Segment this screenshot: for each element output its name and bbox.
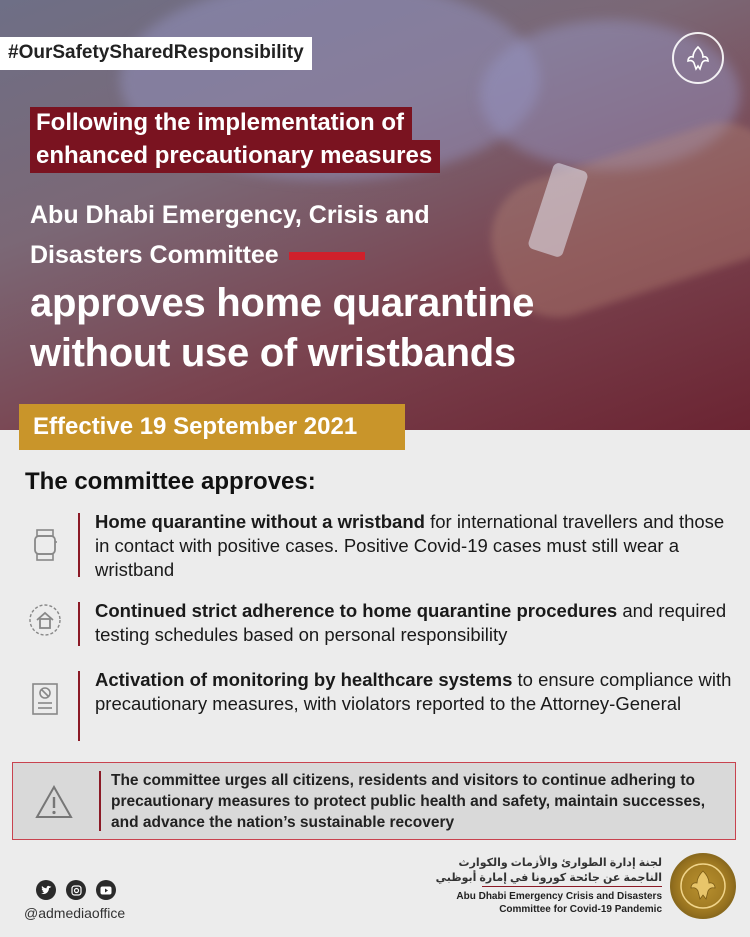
smartwatch-icon [28,528,62,562]
item-divider [78,513,80,577]
warning-icon [35,785,73,819]
red-accent-dash [289,252,365,260]
arabic-line-2: الناجمة عن جائحة كورونا في إمارة أبوظبي [435,872,662,884]
falcon-icon [684,44,712,72]
english-line-2: Committee for Covid-19 Pandemic [499,904,662,915]
committee-english-name [422,890,662,916]
youtube-icon[interactable] [96,880,116,900]
headline [30,278,534,378]
twitter-icon[interactable] [36,880,56,900]
committee-name [30,195,430,275]
social-handle[interactable]: @admediaoffice [24,905,126,921]
intro-line-2: enhanced precautionary measures [30,140,440,173]
hero-banner [0,0,750,430]
effective-date-text: Effective 19 September 2021 [33,413,358,440]
notice-text: The committee urges all citizens, residents and visitors to continue adhering to precautionary measures to protect public health and safety, maintain successes, and advance the nation’s sustainable recovery [111,772,706,831]
notice-divider [99,771,101,831]
committee-line-2: Disasters Committee [30,241,279,269]
checklist-icon [28,682,62,716]
english-line-1: Abu Dhabi Emergency Crisis and Disasters [456,891,662,902]
committee-arabic-name [422,856,662,886]
instagram-icon[interactable] [66,880,86,900]
effective-date-banner [19,404,405,450]
hashtag-label: #OurSafetySharedResponsibility [0,37,312,70]
footer-divider [482,886,662,887]
falcon-emblem-icon [672,32,724,84]
arabic-line-1: لجنة إدارة الطوارئ والأزمات والكوارث [458,857,662,869]
item-text: Continued strict adherence to home quarantine procedures and required testing schedules based on personal responsibility [95,600,727,645]
advisory-notice [12,762,736,840]
committee-line-1: Abu Dhabi Emergency, Crisis and [30,201,430,229]
intro-line-1: Following the implementation of [30,107,412,140]
headline-line-2: without use of wristbands [30,331,516,375]
section-title: The committee approves: [25,468,316,495]
headline-line-1: approves home quarantine [30,281,535,325]
item-divider [78,602,80,646]
item-text: Activation of monitoring by healthcare systems to ensure compliance with precautionary measures, with violators reported to the Attorney-General [95,669,732,714]
uae-emblem-seal-icon [670,853,736,919]
social-icons [36,880,116,900]
item-divider [78,671,80,741]
house-icon [28,603,62,637]
item-text: Home quarantine without a wristband for international travellers and those in contact with positive cases. Positive Covid-19 cases must still wear a wristband [95,511,725,580]
